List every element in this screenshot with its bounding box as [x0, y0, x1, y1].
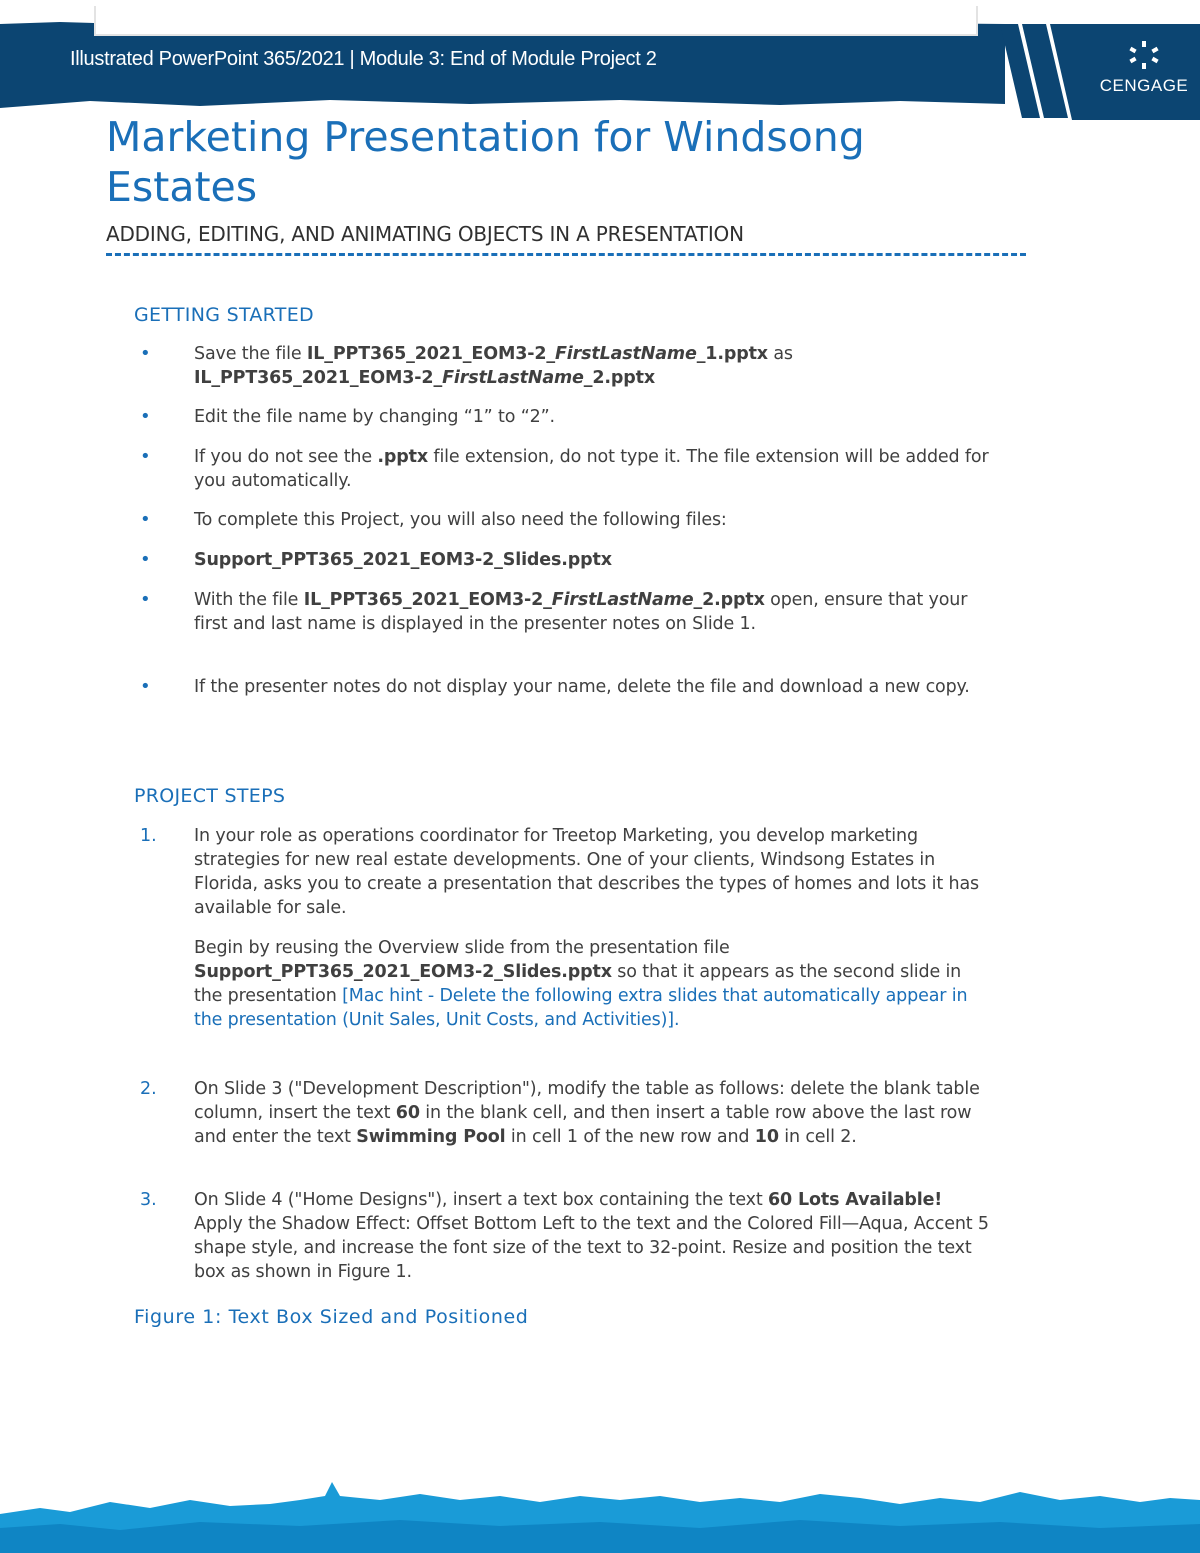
logo-wordmark: CENGAGE — [1099, 76, 1189, 95]
project-steps-heading: PROJECT STEPS — [134, 785, 286, 807]
dashed-divider — [106, 253, 1026, 256]
list-item: Edit the file name by changing “1” to “2”. — [194, 407, 555, 427]
course-header: Illustrated PowerPoint 365/2021 | Module 3: End of Module Project 2 — [70, 48, 657, 70]
project-step-2: On Slide 3 ("Development Description"), modify the table as follows: delete the blank table column, insert the text 60 in the blank cell, and then insert a table row above the last row and enter the text Swimming Pool in cell 1 of the new row and 10 in cell 2. — [194, 1079, 980, 1147]
step-number: 1. — [140, 826, 157, 846]
cengage-logo-icon — [1127, 40, 1161, 70]
project-step-1: In your role as operations coordinator for Treetop Marketing, you develop marketing strategies for new real estate developments. One of your clients, Windsong Estates in Florida, asks you to create a presentation that describes the types of homes and lots it has available for sale. Begin by reusing the Overview slide from the presentation file Support_PPT365_2021_EOM3-2_Slides.pptx so that it appears as the second slide in the presentation [Mac hint - Delete the following extra slides that automatically appear in the presentation (Unit Sales, Unit Costs, and Activities)]. — [194, 826, 980, 1030]
bullet-icon: • — [140, 549, 151, 570]
document-subtitle: ADDING, EDITING, AND ANIMATING OBJECTS IN A PRESENTATION — [106, 222, 744, 246]
list-item: Support_PPT365_2021_EOM3-2_Slides.pptx — [194, 550, 612, 570]
figure-caption: Figure 1: Text Box Sized and Positioned — [134, 1306, 529, 1328]
bullet-icon: • — [140, 406, 151, 427]
project-step-3: On Slide 4 ("Home Designs"), insert a text box containing the text 60 Lots Available! Apply the Shadow Effect: Offset Bottom Left to the text and the Colored Fill—Aqua, Accent 5 shape style, and increase the font size of the text to 32-point. Resize and position the text box as shown in Figure 1. — [194, 1190, 989, 1282]
list-item: To complete this Project, you will also need the following files: — [194, 510, 727, 530]
bullet-icon: • — [140, 446, 151, 467]
getting-started-heading: GETTING STARTED — [134, 304, 314, 326]
list-item: If the presenter notes do not display your name, delete the file and download a new copy. — [194, 677, 970, 697]
bullet-icon: • — [140, 509, 151, 530]
step-number: 3. — [140, 1190, 157, 1210]
bullet-icon: • — [140, 589, 151, 610]
footer-banner — [0, 1478, 1200, 1553]
top-border-frame — [94, 6, 978, 36]
bullet-icon: • — [140, 343, 151, 364]
list-item: If you do not see the .pptx file extension, do not type it. The file extension will be added for you automatically. — [194, 447, 989, 491]
list-item: Save the file IL_PPT365_2021_EOM3-2_FirstLastName_1.pptx as IL_PPT365_2021_EOM3-2_FirstLastName_2.pptx — [194, 344, 793, 388]
bullet-icon: • — [140, 676, 151, 697]
list-item: With the file IL_PPT365_2021_EOM3-2_FirstLastName_2.pptx open, ensure that your first and last name is displayed in the presenter notes on Slide 1. — [194, 590, 968, 634]
document-title: Marketing Presentation for Windsong Estates — [106, 113, 865, 211]
cengage-logo — [1092, 40, 1196, 106]
step-number: 2. — [140, 1079, 157, 1099]
